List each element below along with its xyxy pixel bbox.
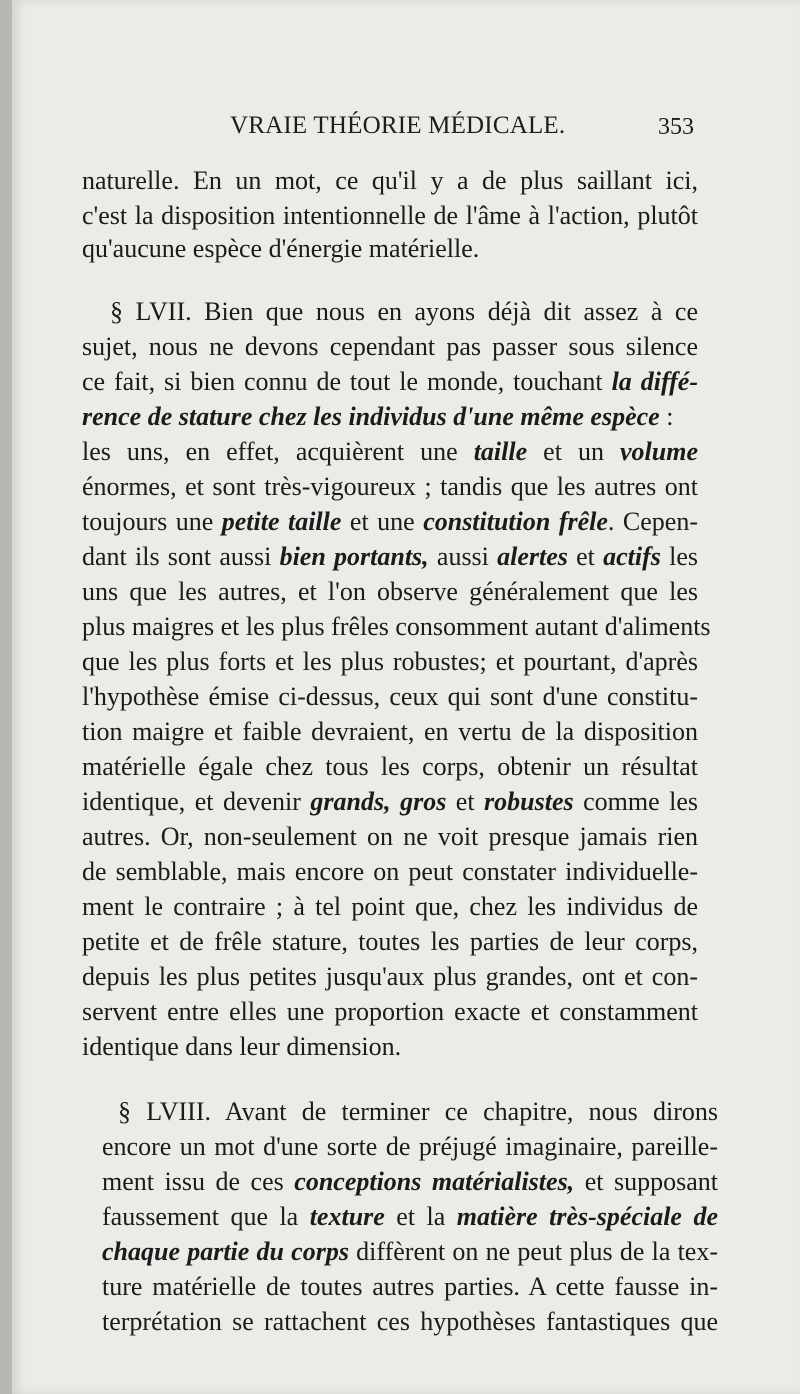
text-segment: et un [527,437,621,466]
text-segment: dant ils sont aussi [82,542,280,571]
text-segment: petite et de frêle stature, toutes les parties de leur corps, [82,927,698,956]
text-line [82,925,698,959]
text-segment: depuis les plus petites jusqu'aux plus grandes, ont et con- [82,962,698,991]
italic-text-segment: la diffé- [611,367,698,396]
text-line [82,645,698,679]
italic-text-segment: robustes [484,787,574,816]
text-line [82,199,698,233]
italic-text-segment: constitution frêle [423,507,608,536]
text-segment: ment issu de ces [102,1167,295,1196]
text-segment: aussi [428,542,498,571]
text-line [82,330,698,364]
text-line [82,855,698,889]
text-line [82,365,698,399]
text-line [82,164,698,198]
text-line [102,1235,718,1269]
text-line [82,505,698,539]
text-segment: et [567,542,604,571]
text-line [82,1030,422,1064]
text-line [82,820,698,854]
italic-text-segment: petite taille [221,507,342,536]
text-line [102,1270,718,1304]
text-segment: : [659,402,674,431]
text-segment: ce fait, si bien connu de tout le monde, touchant [82,367,612,396]
text-segment: qu'aucune espèce d'énergie matérielle. [82,234,480,263]
text-segment: et supposant [574,1167,718,1196]
italic-text-segment: grands, gros [310,787,447,816]
text-line [82,995,698,1029]
text-segment: les uns, en effet, acquièrent une [82,437,474,466]
italic-text-segment: conceptions matérialistes, [294,1167,575,1196]
text-segment: comme les [573,787,698,816]
text-segment: matérielle égale chez tous les corps, obtenir un résultat [82,752,698,781]
text-segment: encore un mot d'une sorte de préjugé imaginaire, pareille- [102,1132,718,1161]
text-segment: identique, et devenir [82,787,311,816]
text-segment: ture matérielle de toutes autres parties. A cette fausse in- [102,1272,718,1301]
text-segment: terprétation se rattachent ces hypothèses fantastiques que [102,1307,718,1336]
text-segment: les [660,542,698,571]
text-segment: que les plus forts et les plus robustes; et pourtant, d'après [82,647,698,676]
text-segment: et [446,787,485,816]
text-line [82,610,711,644]
italic-text-segment: taille [473,437,528,466]
text-segment: diffèrent on ne peut plus de la tex- [348,1237,719,1266]
text-segment: uns que les autres, et l'on observe généralement que les [82,577,698,606]
text-segment: l'hypothèse émise ci-dessus, ceux qui sont d'une constitu- [82,682,698,711]
text-segment: identique dans leur dimension. [82,1032,402,1061]
text-line [118,1095,718,1129]
italic-text-segment: chaque partie du corps [102,1237,349,1266]
italic-text-segment: rence de stature chez les individus d'une même espèce [82,402,660,431]
text-segment: de semblable, mais encore on peut constater individuelle- [82,857,698,886]
italic-text-segment: actifs [603,542,661,571]
text-segment: tion maigre et faible devraient, en vertu de la disposition [82,717,698,746]
text-line [102,1200,718,1234]
text-segment: § LVII. Bien que nous en ayons déjà dit assez à ce [110,297,698,326]
text-line [82,470,698,504]
text-segment: sujet, nous ne devons cependant pas passer sous silence [82,332,698,361]
text-line [82,960,698,994]
text-line [102,1305,718,1339]
text-line [82,680,698,714]
page-number: 353 [658,114,694,140]
text-segment: et une [341,507,424,536]
text-segment: . Cepen- [607,507,698,536]
italic-text-segment: alertes [497,542,568,571]
text-segment: c'est la disposition intentionnelle de l'âme à l'action, plutôt [82,201,698,230]
italic-text-segment: matière très-spéciale de [456,1202,718,1231]
text-segment: toujours une [82,507,222,536]
text-line [82,232,502,266]
text-segment: énormes, et sont très-vigoureux ; tandis que les autres ont [82,472,698,501]
running-title: VRAIE THÉORIE MÉDICALE. [230,112,566,139]
text-line [82,890,698,924]
text-line [82,400,698,434]
italic-text-segment: bien portants, [279,542,429,571]
text-segment: naturelle. En un mot, ce qu'il y a de plus saillant ici, [82,166,698,195]
italic-text-segment: volume [620,437,699,466]
text-segment: plus maigres et les plus frêles consomment autant d'aliments [82,612,711,641]
text-line [82,575,698,609]
text-segment: autres. Or, non-seulement on ne voit presque jamais rien [82,822,698,851]
text-line [102,1165,718,1199]
text-line [102,1130,718,1164]
text-segment: et la [384,1202,457,1231]
text-segment: faussement que la [102,1202,310,1231]
text-line [82,540,698,574]
italic-text-segment: texture [309,1202,385,1231]
text-segment: ment le contraire ; à tel point que, chez les individus de [82,892,698,921]
text-segment: § LVIII. Avant de terminer ce chapitre, nous dirons [118,1097,718,1126]
text-line [82,785,698,819]
text-line [82,750,698,784]
text-line [82,715,698,749]
text-segment: servent entre elles une proportion exacte et constamment [82,997,698,1026]
text-line [110,295,698,329]
text-line [82,435,698,469]
